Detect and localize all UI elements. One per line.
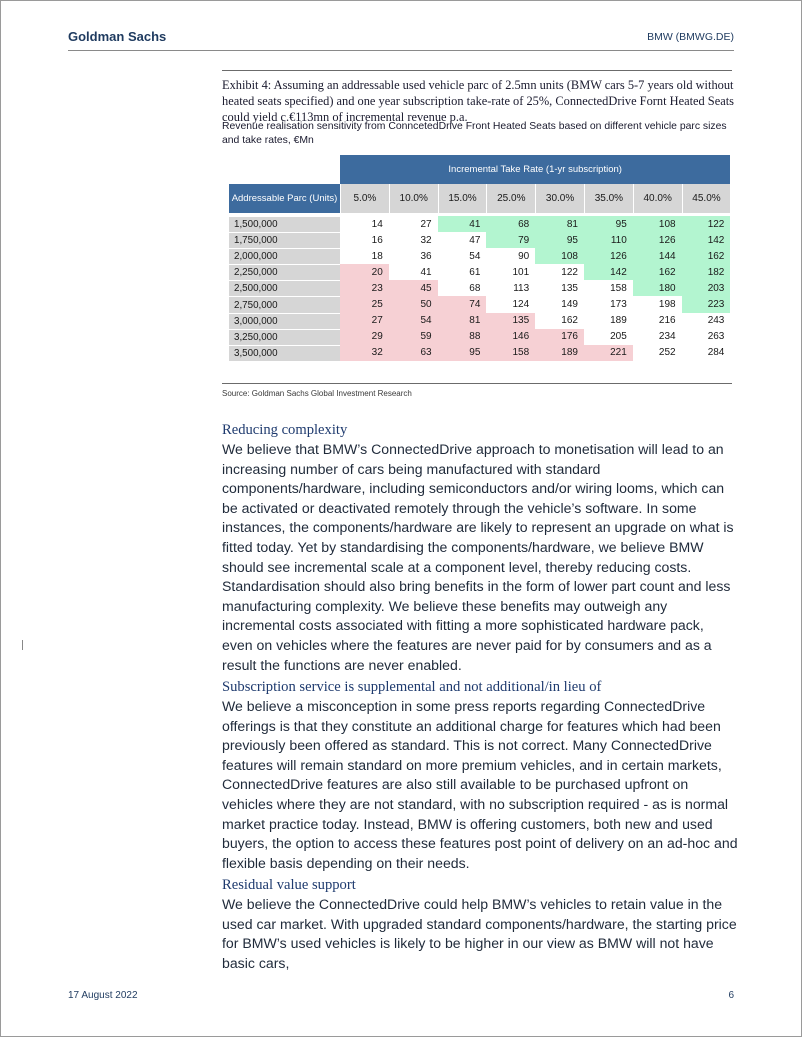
row-label: 2,500,000: [229, 280, 340, 296]
table-cell: 203: [682, 280, 731, 296]
row-label: 3,000,000: [229, 313, 340, 329]
exhibit-title: Exhibit 4: Assuming an addressable used vehicle parc of 2.5mn units (BMW cars 5-7 years old without heated seats specified) and one year subscription take-rate of 25%, ConnectedDrive Fornt Heated Seats could yield c.€113mn of incremental revenue p.a.: [222, 78, 734, 124]
table-cell: 252: [658, 347, 676, 359]
table-cell: 95: [584, 216, 633, 232]
table-cell: 27: [340, 313, 389, 329]
table-cell: 126: [584, 248, 633, 264]
table-cell: 234: [658, 331, 676, 343]
table-cell: 162: [682, 248, 731, 264]
row-label: 1,500,000: [229, 216, 340, 232]
table-cell: 54: [469, 250, 481, 262]
table-cell: 18: [371, 250, 383, 262]
table-cell: 54: [389, 313, 438, 329]
table-cell: 61: [469, 266, 481, 278]
table-cell: 221: [584, 345, 633, 361]
table-cell: 113: [513, 282, 530, 294]
table-cell: 47: [469, 234, 481, 246]
table-cell: 36: [420, 250, 432, 262]
page-number: 6: [728, 990, 734, 1001]
table-cell: 122: [561, 266, 578, 278]
table-cell: 205: [610, 331, 627, 343]
table-cell: 182: [682, 264, 731, 280]
table-cell: 173: [610, 299, 627, 311]
table-cell: 14: [371, 218, 383, 230]
table-cell: 88: [438, 329, 487, 345]
table-cell: 216: [658, 315, 676, 327]
table-cell: 95: [535, 232, 584, 248]
table-cell: 23: [340, 280, 389, 296]
row-label: 2,250,000: [229, 264, 340, 280]
table-cell: 243: [707, 315, 725, 327]
table-cell: 74: [438, 296, 487, 312]
table-cell: 162: [633, 264, 682, 280]
table-cell: 126: [633, 232, 682, 248]
exhibit-bottom-rule: [222, 383, 732, 384]
row-label: 3,500,000: [229, 345, 340, 361]
row-label: 2,750,000: [229, 296, 340, 312]
table-cell: 16: [371, 234, 383, 246]
table-cell: 45: [389, 280, 438, 296]
table-cell: 146: [486, 329, 535, 345]
table-cell: 101: [512, 266, 530, 278]
table-cell: 180: [633, 280, 682, 296]
section-heading-reducing-complexity: Reducing complexity: [222, 422, 348, 438]
column-header: 40.0%: [633, 184, 682, 213]
exhibit-source: Source: Goldman Sachs Global Investment Research: [222, 389, 412, 398]
table-cell: 223: [682, 296, 731, 312]
table-cell: 95: [438, 345, 487, 361]
section-heading-residual-value: Residual value support: [222, 877, 356, 893]
table-cell: 135: [486, 313, 535, 329]
table-cell: 135: [561, 282, 578, 294]
table-cell: 108: [535, 248, 584, 264]
table-cell: 108: [633, 216, 682, 232]
table-cell: 142: [584, 264, 633, 280]
table-cell: 158: [610, 282, 627, 294]
table-cell: 50: [389, 296, 438, 312]
table-header-row: [229, 184, 730, 213]
table-cell: 59: [389, 329, 438, 345]
table-row: [229, 329, 730, 345]
exhibit-subtitle: Revenue realisation sensitivity from ConncetedDrive Front Heated Seats based on different vehicle parc sizes and take rates, €Mn: [222, 121, 727, 146]
table-row: [229, 264, 730, 280]
table-row: [229, 296, 730, 312]
table-cell: 189: [610, 315, 627, 327]
column-header: 25.0%: [486, 184, 535, 213]
table-cell: 79: [486, 232, 535, 248]
sensitivity-table: [229, 155, 730, 361]
table-cell: 122: [682, 216, 731, 232]
brand-name: Goldman Sachs: [68, 29, 167, 44]
table-cell: 162: [561, 315, 578, 327]
table-row: [229, 216, 730, 232]
footer-date: 17 August 2022: [68, 990, 138, 1001]
table-cell: 32: [420, 234, 432, 246]
row-label: 2,000,000: [229, 248, 340, 264]
table-cell: 124: [512, 299, 530, 311]
ticker-label: BMW (BMWG.DE): [647, 31, 734, 43]
table-row: [229, 345, 730, 361]
table-cell: 110: [584, 232, 633, 248]
section-body-subscription: We believe a misconception in some press reports regarding ConnectedDrive offerings is that they constitute an additional charge for features which had been previously been offered as standard. This is not correct. Many ConnectedDrive features will remain standard on more premium vehicles, and in certain markets, ConnectedDrive features are also still available to be purchased upfront on vehicles where they are not standard, with no subscription required - as is normal market practice today. Instead, BMW is offering customers, both new and used buyers, the option to access these features post point of delivery on an ad-hoc and flexible basis depending on their needs.: [222, 698, 738, 871]
table-cell: 189: [535, 345, 584, 361]
row-label: 1,750,000: [229, 232, 340, 248]
section-body-reducing-complexity: We believe that BMW’s ConnectedDrive approach to monetisation will lead to an increasing number of cars being manufactured with standard components/hardware, including semiconductors and/or wiring looms, which can be activated or deactivated remotely through the vehicle’s software. In some instances, the components/hardware are likely to represent an upgrade on what is fitted today. Yet by standardising the components/hardware, we believe BMW should see incremental scale at a component level, thereby reducing costs. Standardisation should also bring benefits in the form of lower part count and less manufacturing complexity. We believe these benefits may outweigh any incremental costs associated with fitting a more sophisticated hardware pack, even on vehicles where the features are never paid for by consumers and as a result the functions are never enabled.: [222, 441, 734, 673]
column-header: 45.0%: [682, 184, 731, 213]
column-header: 15.0%: [438, 184, 487, 213]
table-cell: 90: [518, 250, 530, 262]
table-cell: 284: [707, 347, 725, 359]
header-rule: [68, 50, 734, 51]
column-header: 10.0%: [389, 184, 438, 213]
exhibit-top-rule: [222, 70, 732, 71]
margin-marker: [22, 640, 23, 650]
table-row: [229, 313, 730, 329]
table-cell: 176: [535, 329, 584, 345]
table-cell: 149: [561, 299, 578, 311]
table-cell: 263: [707, 331, 725, 343]
table-cell: 158: [486, 345, 535, 361]
section-heading-subscription: Subscription service is supplemental and not additional/in lieu of: [222, 679, 602, 695]
column-header: 30.0%: [535, 184, 584, 213]
table-cell: 81: [535, 216, 584, 232]
table-row: [229, 248, 730, 264]
table-cell: 25: [340, 296, 389, 312]
table-cell: 32: [340, 345, 389, 361]
column-group-header: Incremental Take Rate (1-yr subscription): [340, 155, 730, 184]
table-cell: 198: [658, 299, 676, 311]
table-cell: 20: [340, 264, 389, 280]
table-row: [229, 232, 730, 248]
table-cell: 41: [438, 216, 487, 232]
table-cell: 68: [469, 282, 481, 294]
section-body-residual-value: We believe the ConnectedDrive could help BMW’s vehicles to retain value in the used car market. With upgraded standard components/hardware, the starting price for BMW’s used vehicles is likely to be higher in our view as BMW will not have basic cars,: [222, 896, 737, 971]
table-cell: 41: [420, 266, 432, 278]
table-cell: 27: [420, 218, 432, 230]
table-cell: 142: [682, 232, 731, 248]
column-header: 5.0%: [340, 184, 389, 213]
table-cell: 81: [438, 313, 487, 329]
row-label: 3,250,000: [229, 329, 340, 345]
table-header-band-row: [229, 155, 730, 184]
table-cell: 144: [633, 248, 682, 264]
table-cell: 68: [486, 216, 535, 232]
table-row: [229, 280, 730, 296]
row-header-label: Addressable Parc (Units): [229, 184, 340, 213]
column-header: 35.0%: [584, 184, 633, 213]
table-cell: 29: [340, 329, 389, 345]
table-cell: 63: [389, 345, 438, 361]
